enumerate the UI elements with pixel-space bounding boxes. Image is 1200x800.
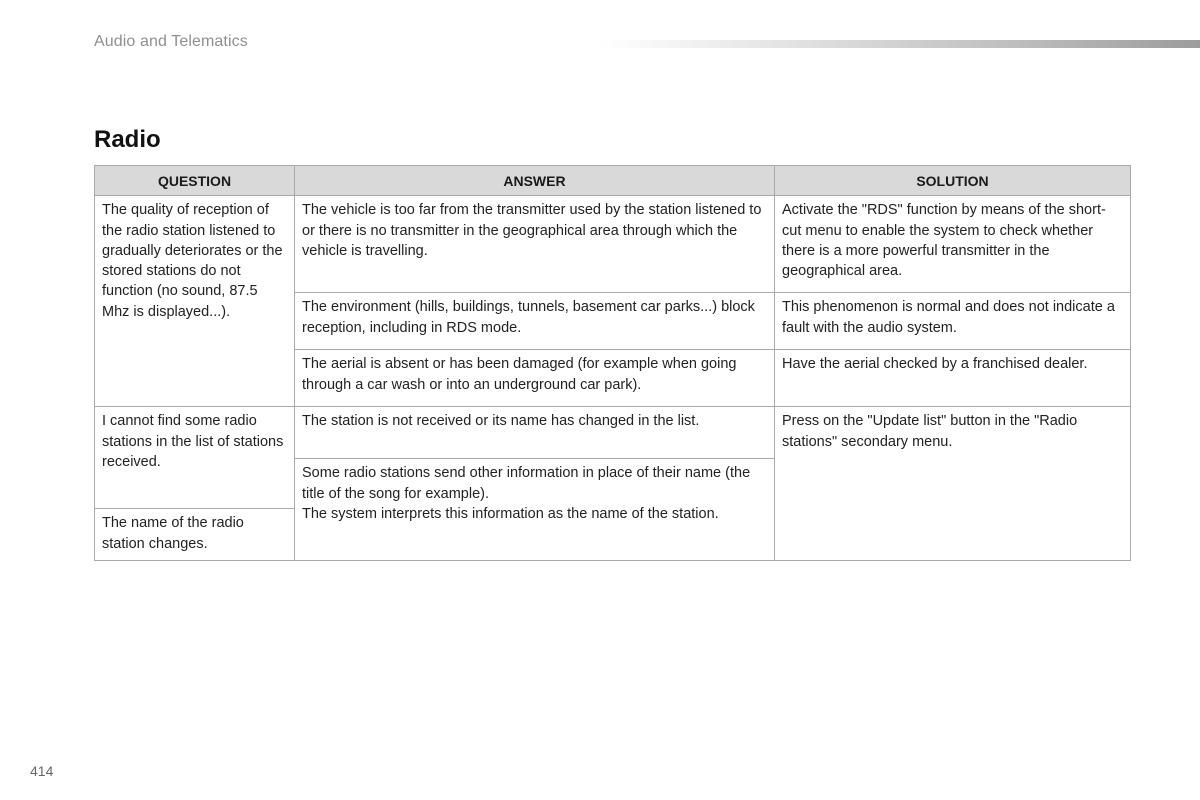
radio-troubleshooting-table <box>94 165 1131 561</box>
column-header-answer: ANSWER <box>295 166 775 196</box>
solution-cell: Activate the "RDS" function by means of the short-cut menu to enable the system to check whether there is a more powerful transmitter in the geographical area. <box>775 196 1131 293</box>
table-row <box>95 196 1131 293</box>
question-cell: The quality of reception of the radio station listened to gradually deteriorates or the stored stations do not function (no sound, 87.5 Mhz is displayed...). <box>95 196 295 407</box>
table-header-row <box>95 166 1131 196</box>
column-header-question: QUESTION <box>95 166 295 196</box>
solution-cell: This phenomenon is normal and does not indicate a fault with the audio system. <box>775 293 1131 350</box>
solution-cell: Press on the "Update list" button in the "Radio stations" secondary menu. <box>775 407 1131 561</box>
answer-cell: The environment (hills, buildings, tunnels, basement car parks...) block reception, including in RDS mode. <box>295 293 775 350</box>
table-row <box>95 407 1131 459</box>
answer-cell: The aerial is absent or has been damaged (for example when going through a car wash or into an underground car park). <box>295 350 775 407</box>
question-cell: I cannot find some radio stations in the list of stations received. <box>95 407 295 509</box>
page-number: 414 <box>30 763 54 779</box>
answer-cell: The station is not received or its name has changed in the list. <box>295 407 775 459</box>
question-cell: The name of the radio station changes. <box>95 509 295 561</box>
answer-line: Some radio stations send other information in place of their name (the title of the song for example). <box>302 465 751 502</box>
answer-cell <box>295 459 775 561</box>
section-header: Audio and Telematics <box>94 33 248 50</box>
column-header-solution: SOLUTION <box>775 166 1131 196</box>
solution-cell: Have the aerial checked by a franchised dealer. <box>775 350 1131 407</box>
header-gradient-bar <box>600 40 1200 48</box>
answer-cell: The vehicle is too far from the transmitter used by the station listened to or there is no transmitter in the geographical area through which the vehicle is travelling. <box>295 196 775 293</box>
answer-line: The system interprets this information as the name of the station. <box>302 505 719 522</box>
page-title: Radio <box>94 126 161 153</box>
